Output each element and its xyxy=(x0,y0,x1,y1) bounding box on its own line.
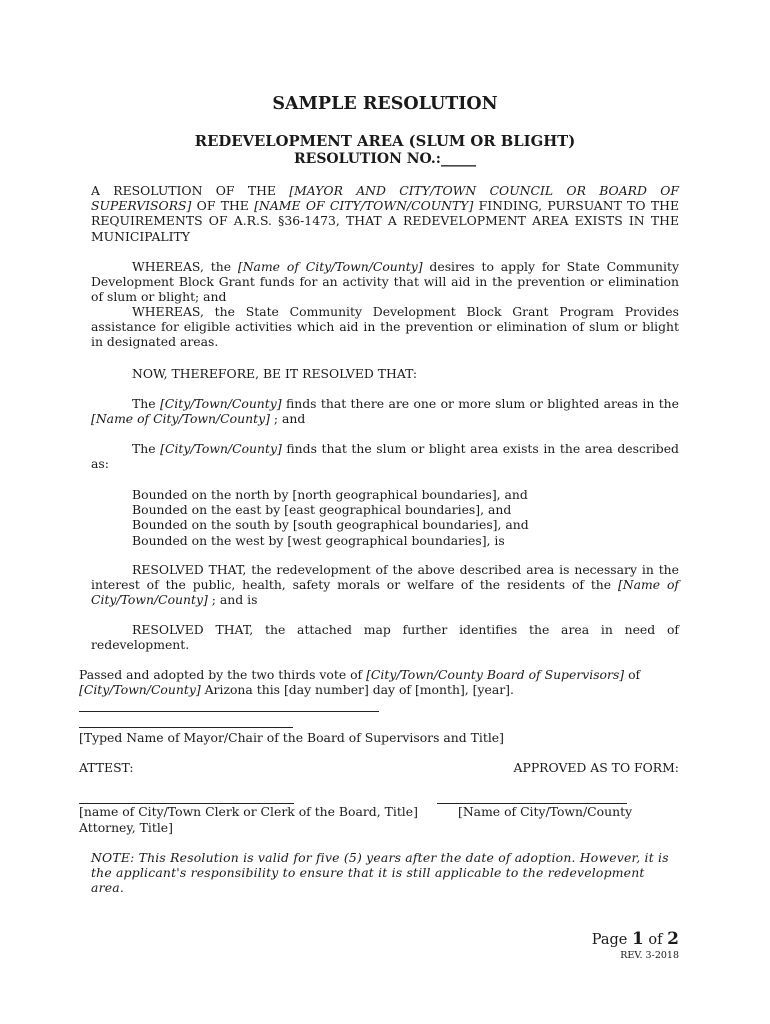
page-number: Page 1 of 2 xyxy=(591,929,679,949)
boundary-item: Bounded on the west by [west geographical boundaries], is xyxy=(132,532,505,548)
attorney-label-line-2: Attorney, Title] xyxy=(79,820,173,835)
passed-line-2: [City/Town/County] Arizona this [day number] day of [month], [year]. xyxy=(79,682,514,698)
approved-as-to-form-label: APPROVED AS TO FORM: xyxy=(513,760,679,775)
boundary-item: Bounded on the south by [south geographical boundaries], and xyxy=(132,517,529,533)
validity-note: NOTE: This Resolution is valid for five (5) years after the date of adoption. However, it is the applicant's responsibility to ensure that it is still applicable to the redevelopment area. xyxy=(91,850,669,896)
passed-adopted-paragraph xyxy=(79,667,679,697)
typed-name-label: [Typed Name of Mayor/Chair of the Board of Supervisors and Title] xyxy=(79,730,504,745)
preamble-paragraph: A RESOLUTION OF THE [MAYOR AND CITY/TOWN COUNCIL OR BOARD OF SUPERVISORS] OF THE [NAME OF CITY/TOWN/COUNTY] FINDING, PURSUANT TO THE REQUIREMENTS OF A.R.S. §36-1473, THAT A REDEVELOPMENT AREA EXISTS IN THE MUNICIPALITY xyxy=(91,183,680,244)
attorney-label-line-1: [Name of City/Town/County xyxy=(458,804,633,819)
whereas-paragraph-2: WHEREAS, the State Community Development Block Grant Program Provides assistance for eligible activities which aid in the prevention or elimination of slum or blight in designated areas. xyxy=(91,304,679,350)
signature-line-long xyxy=(79,711,379,712)
attest-label: ATTEST: xyxy=(79,760,134,775)
document-subtitle: REDEVELOPMENT AREA (SLUM OR BLIGHT) xyxy=(194,133,576,150)
whereas-paragraph-1: WHEREAS, the [Name of City/Town/County] desires to apply for State Community Development Block Grant funds for an activity that will aid in the prevention or elimination of slum or blight; and xyxy=(91,259,679,305)
revision-label: REV. 3-2018 xyxy=(620,950,679,961)
resolved-paragraph-1: RESOLVED THAT, the redevelopment of the above described area is necessary in the interest of the public, health, safety morals or welfare of the residents of the [Name of City/Town/County] ; and is xyxy=(91,562,679,608)
document-title: SAMPLE RESOLUTION xyxy=(272,94,498,114)
passed-line-1: Passed and adopted by the two thirds vote of [City/Town/County Board of Supervisors] of xyxy=(79,667,641,682)
clerk-label: [name of City/Town Clerk or Clerk of the Board, Title] xyxy=(79,804,418,819)
resolved-paragraph-2: RESOLVED THAT, the attached map further identifies the area in need of redevelopment. xyxy=(91,622,679,653)
resolution-number: RESOLUTION NO.:_____ xyxy=(294,151,476,167)
now-therefore-line: NOW, THEREFORE, BE IT RESOLVED THAT: xyxy=(132,366,418,381)
boundary-item: Bounded on the east by [east geographical boundaries], and xyxy=(132,502,512,518)
finds-paragraph-2: The [City/Town/County] finds that the slum or blight area exists in the area described as: xyxy=(91,441,679,472)
signature-line-mayor xyxy=(79,727,293,728)
boundary-list xyxy=(132,487,679,548)
boundary-item: Bounded on the north by [north geographical boundaries], and xyxy=(132,487,528,502)
finds-paragraph-1: The [City/Town/County] finds that there are one or more slum or blighted areas in the [Name of City/Town/County] ; and xyxy=(91,396,679,427)
